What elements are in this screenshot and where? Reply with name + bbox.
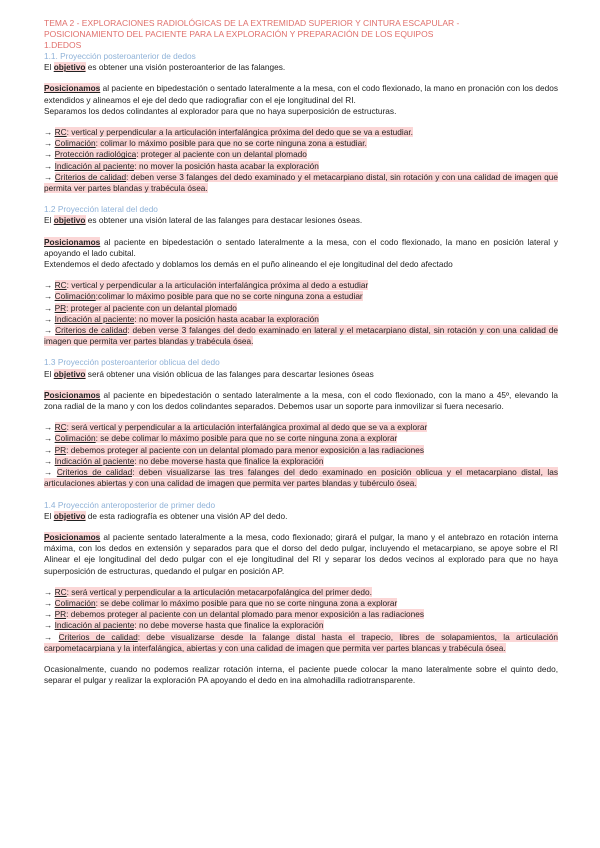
criteria-label: Colimación xyxy=(54,433,96,444)
objetivo-keyword: objetivo xyxy=(53,368,86,379)
section-heading: 1.1. Proyección posteroanterior de dedos xyxy=(44,51,196,61)
posicion-paragraph: Posicionamos al paciente en bipedestación o sentado lateralmente a la mesa, con el codo flexionado, la mano en posición lateral y apoyando el lado cubital. xyxy=(44,236,558,258)
criteria-text: : no debe moverse hasta que finalice la exploración xyxy=(134,620,324,631)
title-line-3: 1.DEDOS xyxy=(44,40,82,50)
criteria-item: → Colimación: se debe colimar lo máximo posible para que no se corte ninguna zona a explorar xyxy=(44,433,398,444)
criteria-label: Criterios de calidad xyxy=(56,467,133,478)
criteria-text: : no debe moverse hasta que finalice la exploración xyxy=(134,455,324,466)
title-line-2: POSICIONAMIENTO DEL PACIENTE PARA LA EXPLORACIÓN Y PREPARACIÓN DE LOS EQUIPOS xyxy=(44,29,434,39)
spacer xyxy=(44,194,558,204)
criteria-label: Criterios de calidad xyxy=(55,325,128,336)
criteria-item: → Criterios de calidad: deben verse 3 falanges del dedo examinado y el metacarpiano distal, sin rotación y con una calidad de imagen que permita ver partes blandas y trabécula ósea. xyxy=(44,171,558,194)
criteria-item: → Protección radiológica: proteger al paciente con un delantal plomado xyxy=(44,149,307,160)
criteria-item: → PR: debemos proteger al paciente con un delantal plomado para menor exposición a las radiaciones xyxy=(44,609,425,620)
spacer xyxy=(44,522,558,532)
criteria-text: : no mover la posición hasta acabar la exploración xyxy=(134,313,319,324)
objetivo-keyword: objetivo xyxy=(53,62,86,73)
extra-paragraph: Extendemos el dedo afectado y doblamos los demás en el puño alineando el eje longitudinal del dedo afectado xyxy=(44,259,453,270)
criteria-item: → RC: vertical y perpendicular a la articulación interfalángica próxima al dedo a estudiar xyxy=(44,280,369,291)
criteria-label: PR xyxy=(54,302,67,313)
spacer xyxy=(44,347,558,357)
criteria-text: : colimar lo máximo posible para que no se corte ninguna zona a estudiar. xyxy=(95,138,367,149)
title-line-1: TEMA 2 - EXPLORACIONES RADIOLÓGICAS DE LA EXTREMIDAD SUPERIOR Y CINTURA ESCAPULAR - xyxy=(44,18,460,28)
criteria-item: → Indicación al paciente: no debe moverse hasta que finalice la exploración xyxy=(44,620,324,631)
spacer xyxy=(44,577,558,587)
criteria-label: RC xyxy=(54,280,67,291)
criteria-item: → PR: debemos proteger al paciente con un delantal plomado para menor exposición a las radiaciones xyxy=(44,444,425,455)
criteria-text: : proteger al paciente con un delantal plomado xyxy=(136,149,307,160)
criteria-text: : vertical y perpendicular a la articulación interfalángica próxima del dedo que se va a estudiar. xyxy=(66,127,413,138)
objetivo-line: El objetivo será obtener una visión oblicua de las falanges para descartar lesiones óseas xyxy=(44,368,374,379)
criteria-text: : deben verse 3 falanges del dedo examinado y el metacarpiano distal, sin rotación y con una calidad de imagen que permita ver partes blandas y trabécula ósea. xyxy=(44,171,558,194)
posicionamos-keyword: Posicionamos xyxy=(44,389,101,400)
spacer xyxy=(44,412,558,422)
final-note: Ocasionalmente, cuando no podemos realizar rotación interna, el paciente puede colocar la mano lateralmente sobre el quinto dedo, separar el pulgar y realizar la exploración PA apoyando el dedo en ina almohadilla radiotransparente. xyxy=(44,663,558,686)
criteria-label: Criterios de calidad xyxy=(54,171,127,182)
criteria-label: Colimación xyxy=(54,291,96,302)
criteria-item: → Criterios de calidad: deben visualizarse las tres falanges del dedo examinado en posición oblicua y el metacarpiano distal, las articulaciones abiertas y con una calidad de imagen que permita ver partes blandas y tubérculo ósea. xyxy=(44,467,558,489)
section-heading: 1.2 Proyección lateral del dedo xyxy=(44,204,158,215)
document-page xyxy=(44,18,558,686)
spacer xyxy=(44,380,558,390)
criteria-text: : no mover la posición hasta acabar la exploración xyxy=(134,160,319,171)
criteria-label: Indicación al paciente xyxy=(54,620,135,631)
criteria-item: → PR: proteger al paciente con un delantal plomado xyxy=(44,302,237,313)
criteria-item: → Colimación: colimar lo máximo posible para que no se corte ninguna zona a estudiar. xyxy=(44,138,367,149)
criteria-label: Protección radiológica xyxy=(54,149,137,160)
section-1 xyxy=(44,51,558,204)
spacer xyxy=(44,73,558,83)
criteria-text: : se debe colimar lo máximo posible para que no se corte ninguna zona a explorar xyxy=(95,433,398,444)
section-4 xyxy=(44,500,558,664)
objetivo-line: El objetivo es obtener una visión posteroanterior de las falanges. xyxy=(44,62,286,73)
criteria-text: : deben visualizarse las tres falanges del dedo examinado en posición oblicua y el metacarpiano distal, las articulaciones abiertas y con una calidad de imagen que permita ver partes blandas y tubérculo ósea. xyxy=(44,467,558,489)
criteria-label: Indicación al paciente xyxy=(54,313,135,324)
posicion-paragraph: Posicionamos al paciente en bipedestación o sentado lateralmente a la mesa, con el codo flexionado, la mano en pronación con los dedos extendidos y alineamos el eje del dedo que radiografiar con el eje longitudinal del RI. xyxy=(44,83,558,105)
criteria-text: : se debe colimar lo máximo posible para que no se corte ninguna zona a explorar xyxy=(95,597,398,608)
criteria-item: → Criterios de calidad: deben verse 3 falanges del dedo examinado en lateral y el metacarpiano distal, sin rotación y con una calidad de imagen que permita ver partes blandas y trabécula ósea. xyxy=(44,325,558,347)
criteria-label: RC xyxy=(54,586,67,597)
criteria-label: Indicación al paciente xyxy=(54,160,135,171)
spacer xyxy=(44,227,558,237)
posicionamos-keyword: Posicionamos xyxy=(44,83,101,94)
criteria-item: → Criterios de calidad: debe visualizarse desde la falange distal hasta el trapecio, libres de solapamientos, la articulación carpometacarpiana y la interfalángica, abiertas y con una calidad de imagen que permita ver partes blancas y trabécula ósea. xyxy=(44,631,558,653)
section-heading: 1.4 Proyección anteroposterior de primer dedo xyxy=(44,499,216,510)
criteria-text: : vertical y perpendicular a la articulación interfalángica próxima al dedo a estudiar xyxy=(66,280,369,291)
posicionamos-keyword: Posicionamos xyxy=(44,236,101,247)
criteria-text: : debe visualizarse desde la falange distal hasta el trapecio, libres de solapamientos, la articulación carpometacarpiana y la interfalángica, abiertas y con una calidad de imagen que permita ver partes blancas y trabécula ósea. xyxy=(44,631,558,653)
posicion-paragraph: Posicionamos al paciente sentado lateralmente a la mesa, codo flexionado; girará el pulgar, la mano y el antebrazo en rotación interna máxima, con los dedos en extensión y separados para que el dorso del dedo pulgar, incluyendo el metacarpiano, se apoye sobre el RI Alinear el eje longitudinal del dedo pulgar con el eje longitudinal del RI y separar los dedos vecinos al explorado para que no haya superposición de estructuras, quedando el pulgar en posición AP. xyxy=(44,531,558,576)
spacer xyxy=(44,270,558,280)
criteria-text: : proteger al paciente con un delantal plomado xyxy=(66,302,237,313)
sections-container xyxy=(44,51,558,664)
objetivo-line: El objetivo es obtener una visión lateral de las falanges para destacar lesiones óseas. xyxy=(44,215,363,226)
objetivo-keyword: objetivo xyxy=(53,215,86,226)
section-heading: 1.3 Proyección posteroanterior oblicua del dedo xyxy=(44,357,220,368)
criteria-item: → Colimación:colimar lo máximo posible para que no se corte ninguna zona a estudiar xyxy=(44,291,363,302)
criteria-label: PR xyxy=(54,609,67,620)
doc-title xyxy=(44,18,558,51)
spacer xyxy=(44,117,558,127)
criteria-label: PR xyxy=(54,444,67,455)
criteria-label: Colimación xyxy=(54,597,96,608)
criteria-item: → RC: vertical y perpendicular a la articulación interfalángica próxima del dedo que se va a estudiar. xyxy=(44,127,413,138)
criteria-text: : debemos proteger al paciente con un delantal plomado para menor exposición a las radiaciones xyxy=(66,444,425,455)
criteria-label: Colimación xyxy=(54,138,96,149)
criteria-item: → RC: será vertical y perpendicular a la articulación metacarpofalángica del primer dedo. xyxy=(44,586,372,597)
criteria-item: → Indicación al paciente: no debe moverse hasta que finalice la exploración xyxy=(44,455,324,466)
objetivo-keyword: objetivo xyxy=(53,510,86,521)
criteria-item: → Colimación: se debe colimar lo máximo posible para que no se corte ninguna zona a explorar xyxy=(44,597,398,608)
criteria-text: : será vertical y perpendicular a la articulación metacarpofalángica del primer dedo. xyxy=(66,586,372,597)
spacer xyxy=(44,654,558,664)
criteria-label: RC xyxy=(54,127,67,138)
objetivo-line: El objetivo de esta radiografía es obtener una visión AP del dedo. xyxy=(44,510,288,521)
criteria-label: Indicación al paciente xyxy=(54,455,135,466)
criteria-item: → Indicación al paciente: no mover la posición hasta acabar la exploración xyxy=(44,160,319,171)
spacer xyxy=(44,490,558,500)
section-3 xyxy=(44,357,558,499)
section-2 xyxy=(44,204,558,357)
posicion-paragraph: Posicionamos al paciente en bipedestación o sentado lateralmente a la mesa, con el codo flexionado, con la mano a 45º, elevando la zona radial de la mano y con los dedos colindantes separados. Debemos usar un soporte para inmovilizar si fuera necesario. xyxy=(44,389,558,412)
criteria-label: Criterios de calidad xyxy=(58,631,138,642)
criteria-item: → RC: será vertical y perpendicular a la articulación interfalángica proximal al dedo que se va a explorar xyxy=(44,422,428,433)
criteria-item: → Indicación al paciente: no mover la posición hasta acabar la exploración xyxy=(44,313,319,324)
extra-paragraph: Separamos los dedos colindantes al explorador para que no haya superposición de estructuras. xyxy=(44,105,397,116)
posicionamos-keyword: Posicionamos xyxy=(44,531,101,542)
criteria-text: : será vertical y perpendicular a la articulación interfalángica proximal al dedo que se va a explorar xyxy=(66,422,428,433)
criteria-text: : debemos proteger al paciente con un delantal plomado para menor exposición a las radiaciones xyxy=(66,609,425,620)
criteria-text: : deben verse 3 falanges del dedo examinado en lateral y el metacarpiano distal, sin rotación y con una calidad de imagen que permita ver partes blandas y trabécula ósea. xyxy=(44,325,558,347)
criteria-label: RC xyxy=(54,422,67,433)
criteria-text: :colimar lo máximo posible para que no se corte ninguna zona a estudiar xyxy=(95,291,363,302)
